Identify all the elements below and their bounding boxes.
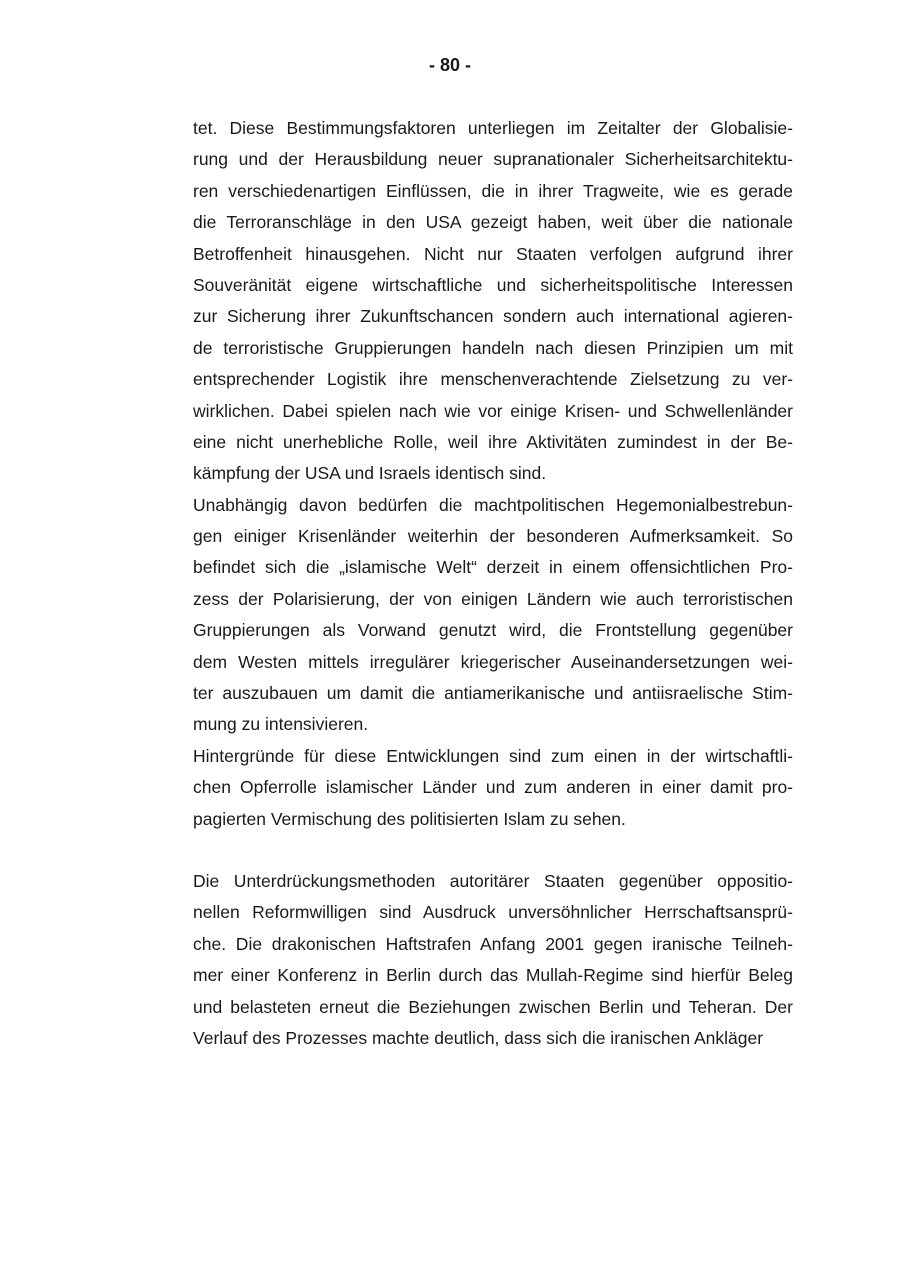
text-line: Gruppierungen als Vorwand genutzt wird, die Frontstellung gegenüber (193, 620, 793, 641)
page-number: - 80 - (428, 55, 471, 75)
text-line: chen Opferrolle islamischer Länder und zum anderen in einer damit pro- (193, 777, 793, 798)
text-block-1 (193, 113, 793, 835)
text-line: pagierten Vermischung des politisierten Islam zu sehen. (193, 808, 626, 829)
text-line: eine nicht unerhebliche Rolle, weil ihre Aktivitäten zumindest in der Be- (193, 431, 793, 452)
text-line: und belasteten erneut die Beziehungen zwischen Berlin und Teheran. Der (193, 996, 793, 1017)
text-line: Die Unterdrückungsmethoden autoritärer Staaten gegenüber oppositio- (193, 871, 793, 891)
text-line: rung und der Herausbildung neuer supranationaler Sicherheitsarchitektu- (193, 149, 793, 170)
text-line: befindet sich die „islamische Welt“ derzeit in einem offensichtlichen Pro- (193, 557, 793, 578)
text-line: mer einer Konferenz in Berlin durch das Mullah-Regime sind hierfür Beleg (193, 965, 793, 986)
text-line: ren verschiedenartigen Einflüssen, die in ihrer Tragweite, wie es gerade (193, 180, 793, 201)
text-line: gen einiger Krisenländer weiterhin der besonderen Aufmerksamkeit. So (193, 526, 793, 547)
text-line: Souveränität eigene wirtschaftliche und sicherheitspolitische Interessen (193, 274, 793, 295)
text-line: Hintergründe für diese Entwicklungen sind zum einen in der wirtschaftli- (193, 745, 793, 766)
text-line: kämpfung der USA und Israels identisch sind. (193, 463, 547, 484)
text-line: die Terroranschläge in den USA gezeigt haben, weit über die nationale (193, 212, 793, 233)
text-line: tet. Diese Bestimmungsfaktoren unterliegen im Zeitalter der Globalisie- (193, 118, 793, 138)
text-line: dem Westen mittels irregulärer kriegerischer Auseinandersetzungen wei- (193, 651, 793, 672)
text-line: de terroristische Gruppierungen handeln nach diesen Prinzipien um mit (193, 337, 793, 358)
text-line: entsprechender Logistik ihre menschenverachtende Zielsetzung zu ver- (193, 369, 793, 390)
text-line: che. Die drakonischen Haftstrafen Anfang 2001 gegen iranische Teilneh- (193, 933, 793, 954)
text-line: Betroffenheit hinausgehen. Nicht nur Staaten verfolgen aufgrund ihrer (193, 243, 793, 264)
text-line: Verlauf des Prozesses machte deutlich, dass sich die iranischen Ankläger (193, 1027, 764, 1048)
text-line: mung zu intensivieren. (193, 714, 369, 735)
text-line: zess der Polarisierung, der von einigen Ländern wie auch terroristischen (193, 588, 793, 609)
text-block-2 (193, 866, 793, 1054)
text-line: zur Sicherung ihrer Zukunftschancen sondern auch international agieren- (193, 306, 793, 327)
text-line: ter auszubauen um damit die antiamerikanische und antiisraelische Stim- (193, 683, 793, 704)
text-line: nellen Reformwilligen sind Ausdruck unversöhnlicher Herrschaftsansprü- (193, 902, 793, 923)
text-line: Unabhängig davon bedürfen die machtpolitischen Hegemonialbestrebun- (193, 494, 793, 515)
text-line: wirklichen. Dabei spielen nach wie vor einige Krisen- und Schwellenländer (193, 400, 793, 421)
